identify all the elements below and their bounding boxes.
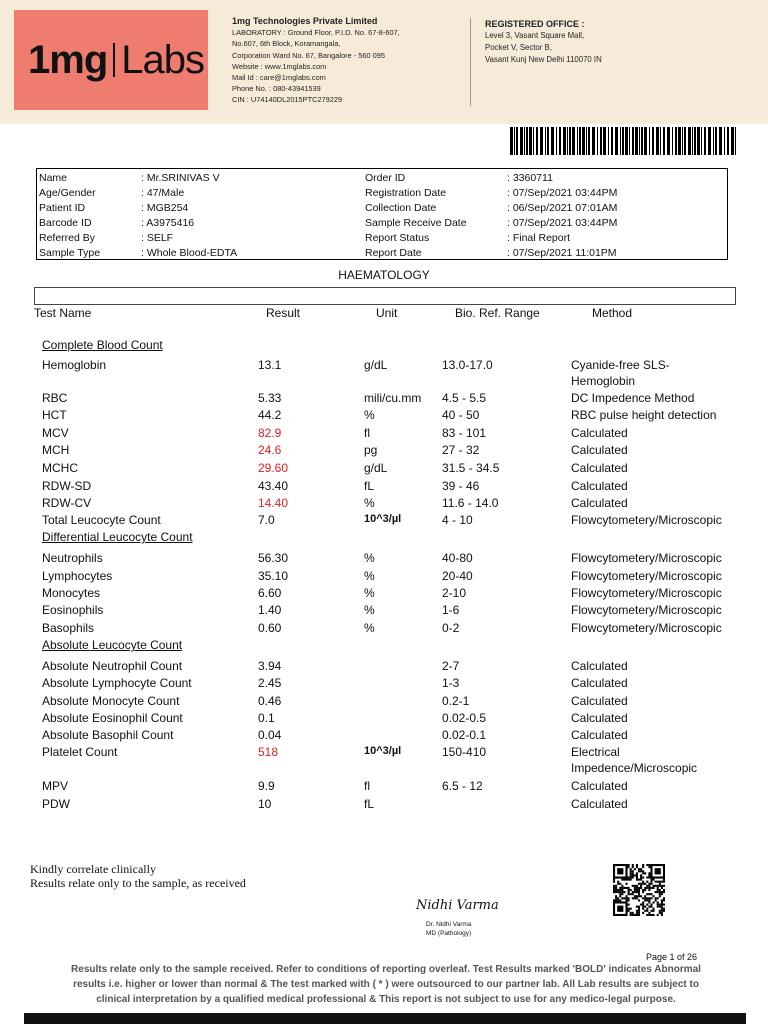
cell-unit: g/dL: [364, 461, 388, 475]
cell-unit: 10^3/µl: [364, 513, 402, 525]
right-label: Sample Receive Date: [365, 217, 467, 229]
left-value: : SELF: [141, 232, 174, 244]
cell-test: Lymphocytes: [42, 569, 113, 583]
cell-result: 1.40: [258, 603, 282, 617]
column-header-method: Method: [592, 306, 633, 320]
cell-test: Hemoglobin: [42, 358, 107, 372]
column-header-result: Result: [266, 306, 301, 320]
table-row: [0, 745, 768, 775]
left-label: Sample Type: [39, 247, 101, 259]
cell-method: Flowcytometery/Microscopic: [571, 621, 722, 635]
cell-result: 82.9: [258, 426, 282, 440]
mail-text: Mail Id : care@1mglabs.com: [232, 73, 326, 83]
cell-range: 6.5 - 12: [442, 779, 483, 793]
cell-test: Monocytes: [42, 586, 101, 600]
note-line: Results relate only to the sample, as received: [30, 876, 246, 890]
table-row: [0, 426, 768, 443]
cell-method: Flowcytometery/Microscopic: [571, 551, 722, 565]
right-label: Report Date: [365, 247, 422, 259]
cell-range: 0.2-1: [442, 694, 470, 708]
logo-suffix: Labs: [121, 38, 204, 82]
cell-result: 0.60: [258, 621, 282, 635]
left-label: Name: [39, 172, 68, 184]
cell-unit: fl: [364, 779, 370, 793]
clinical-notes: [30, 862, 246, 890]
cell-range: 2-7: [442, 659, 460, 673]
cell-unit: pg: [364, 443, 378, 457]
cell-method: Calculated: [571, 659, 628, 673]
company-name: 1mg Technologies Private Limited: [232, 16, 378, 26]
cell-result: 13.1: [258, 358, 282, 372]
table-row: [0, 479, 768, 496]
cell-result: 35.10: [258, 569, 289, 583]
left-value: : MGB254: [141, 202, 189, 214]
barcode-icon: [510, 127, 738, 155]
cell-method: Flowcytometery/Microscopic: [571, 569, 722, 583]
cell-range: 20-40: [442, 569, 473, 583]
table-row: [0, 586, 768, 603]
lab-line: No.607, 6th Block, Koramangala,: [232, 39, 341, 49]
cell-result: 29.60: [258, 461, 289, 475]
patient-labels-left: [39, 171, 100, 261]
section-box: [34, 287, 736, 305]
cell-test: Absolute Monocyte Count: [42, 694, 180, 708]
cell-test: MCV: [42, 426, 69, 440]
table-row: [0, 676, 768, 693]
cell-result: 6.60: [258, 586, 282, 600]
right-value: : 07/Sep/2021 03:44PM: [507, 217, 618, 229]
left-value: : A3975416: [141, 217, 195, 229]
cell-method: Calculated: [571, 496, 628, 510]
right-label: Order ID: [365, 172, 406, 184]
disclaimer-line: results i.e. higher or lower than normal & The test marked with ( * ) were outsourced to our partner lab. All Lab results are subject to: [73, 979, 699, 990]
group-title-alc: Absolute Leucocyte Count: [42, 638, 183, 652]
cell-test: Absolute Lymphocyte Count: [42, 676, 192, 690]
cell-test: RDW-SD: [42, 479, 92, 493]
cell-method-line2: Hemoglobin: [571, 374, 636, 388]
right-value: : 3360711: [507, 172, 553, 184]
patient-values-right: [507, 171, 617, 261]
cell-test: Basophils: [42, 621, 95, 635]
cell-range: 40 - 50: [442, 408, 480, 422]
cell-unit: fl: [364, 426, 370, 440]
table-row: [0, 797, 768, 814]
left-value: : Mr.SRINIVAS V: [141, 172, 220, 184]
table-row: [0, 603, 768, 620]
logo-text: 1mg: [28, 38, 108, 82]
cell-method: Calculated: [571, 728, 628, 742]
cell-result: 10: [258, 797, 272, 811]
right-value: : 07/Sep/2021 11:01PM: [507, 247, 617, 259]
column-header-test: Test Name: [34, 306, 92, 320]
cell-test: HCT: [42, 408, 67, 422]
right-label: Collection Date: [365, 202, 437, 214]
left-label: Barcode ID: [39, 217, 92, 229]
cell-range: 13.0-17.0: [442, 358, 493, 372]
cell-unit: fL: [364, 797, 375, 811]
table-row: [0, 551, 768, 568]
column-header-unit: Unit: [376, 306, 398, 320]
table-row: [0, 569, 768, 586]
cell-unit: %: [364, 569, 375, 583]
cell-test: Absolute Eosinophil Count: [42, 711, 183, 725]
cell-range: 0.02-0.5: [442, 711, 487, 725]
cell-range: 4 - 10: [442, 513, 473, 527]
group-title-dlc: Differential Leucocyte Count: [42, 530, 193, 544]
cell-test: Neutrophils: [42, 551, 103, 565]
reg-line: Vasant Kunj New Delhi 110070 IN: [485, 55, 602, 64]
cell-result: 0.04: [258, 728, 282, 742]
cell-unit: %: [364, 408, 375, 422]
cell-result: 43.40: [258, 479, 289, 493]
patient-values-left: [141, 171, 237, 261]
cell-range: 39 - 46: [442, 479, 480, 493]
right-label: Registration Date: [365, 187, 447, 199]
table-row: [0, 621, 768, 638]
cell-unit: %: [364, 551, 375, 565]
cell-method-line2: Impedence/Microscopic: [571, 761, 698, 775]
cell-unit: fL: [364, 479, 375, 493]
note-line: Kindly correlate clinically: [30, 862, 156, 876]
qr-code-icon: [612, 864, 666, 916]
section-title: HAEMATOLOGY: [338, 268, 430, 282]
table-row: [0, 408, 768, 425]
cell-range: 11.6 - 14.0: [442, 496, 499, 510]
cell-result: 0.1: [258, 711, 275, 725]
cell-range: 2-10: [442, 586, 467, 600]
cell-method: Calculated: [571, 694, 628, 708]
left-label: Patient ID: [39, 202, 86, 214]
cell-method: RBC pulse height detection: [571, 408, 717, 422]
disclaimer-line: Results relate only to the sample received. Refer to conditions of reporting overleaf. Test Results marked 'BOLD' indicates Abnormal: [71, 964, 701, 975]
cell-unit: %: [364, 621, 375, 635]
table-row: [0, 358, 768, 388]
cell-method: Cyanide-free SLS-: [571, 358, 670, 372]
left-label: Referred By: [39, 232, 96, 244]
cell-method: Calculated: [571, 676, 628, 690]
cell-result: 44.2: [258, 408, 282, 422]
website-text: Website : www.1mglabs.com: [232, 61, 327, 71]
table-row: [0, 443, 768, 460]
cell-method: Calculated: [571, 797, 628, 811]
cell-test: Platelet Count: [42, 745, 118, 759]
cell-unit: %: [364, 603, 375, 617]
cell-test: MCH: [42, 443, 70, 457]
cell-unit: g/dL: [364, 358, 388, 372]
cell-test: MPV: [42, 779, 69, 793]
cell-method: Calculated: [571, 779, 628, 793]
footer-bar: [24, 1013, 746, 1024]
right-value: : 07/Sep/2021 03:44PM: [507, 187, 618, 199]
table-row: [0, 728, 768, 745]
cell-method: Calculated: [571, 443, 628, 457]
registered-office: [470, 18, 755, 106]
cell-test: Absolute Neutrophil Count: [42, 659, 183, 673]
logo-divider: [113, 43, 115, 77]
table-row: [0, 391, 768, 408]
cell-range: 83 - 101: [442, 426, 487, 440]
cell-method: Electrical: [571, 745, 620, 759]
left-value: : Whole Blood-EDTA: [141, 247, 238, 259]
cell-test: RBC: [42, 391, 68, 405]
cell-range: 27 - 32: [442, 443, 480, 457]
cell-range: 0-2: [442, 621, 460, 635]
table-row: [0, 711, 768, 728]
lab-address: [232, 16, 400, 106]
cell-result: 24.6: [258, 443, 282, 457]
table-row: [0, 779, 768, 796]
cell-range: 150-410: [442, 745, 487, 759]
cell-range: 40-80: [442, 551, 473, 565]
cell-unit: %: [364, 496, 375, 510]
registered-office-title: REGISTERED OFFICE :: [485, 19, 585, 29]
cell-result: 7.0: [258, 513, 275, 527]
cin-text: CIN : U74140DL2015PTC279229: [232, 95, 343, 105]
cell-range: 1-3: [442, 676, 460, 690]
cell-method: Flowcytometery/Microscopic: [571, 513, 722, 527]
letterhead: [0, 0, 768, 124]
cell-test: Total Leucocyte Count: [42, 513, 161, 527]
disclaimer-line: clinical interpretation by a qualified medical professional & This report is not subject to use for any medico-legal purpose.: [96, 994, 676, 1005]
table-row: [0, 461, 768, 478]
cell-result: 2.45: [258, 676, 282, 690]
group-title-cbc: Complete Blood Count: [42, 338, 163, 352]
left-value: : 47/Male: [141, 187, 185, 199]
cell-method: Calculated: [571, 461, 628, 475]
doctor-name: Dr. Nidhi Varma: [426, 921, 472, 928]
right-value: : Final Report: [507, 232, 571, 244]
table-row: [0, 659, 768, 676]
cell-test: Absolute Basophil Count: [42, 728, 174, 742]
cell-result: 5.33: [258, 391, 282, 405]
lab-line: LABORATORY : Ground Floor, P.I.D. No. 67-8-607,: [232, 28, 400, 38]
patient-labels-right: [365, 171, 467, 261]
cell-test: PDW: [42, 797, 70, 811]
column-header-range: Bio. Ref. Range: [455, 306, 540, 320]
cell-unit: 10^3/µl: [364, 745, 402, 757]
page-number: Page 1 of 26: [646, 952, 698, 962]
cell-method: Calculated: [571, 479, 628, 493]
signature: Nidhi Varma: [416, 898, 499, 913]
lab-line: Corporation Ward No. 67, Bangalore - 560 095: [232, 50, 385, 60]
cell-result: 14.40: [258, 496, 289, 510]
cell-method: Flowcytometery/Microscopic: [571, 586, 722, 600]
reg-line: Level 3, Vasant Square Mall,: [485, 31, 585, 40]
cell-range: 1-6: [442, 603, 460, 617]
cell-method: Calculated: [571, 711, 628, 725]
cell-test: RDW-CV: [42, 496, 92, 510]
cell-method: Calculated: [571, 426, 628, 440]
cell-range: 31.5 - 34.5: [442, 461, 500, 475]
right-value: : 06/Sep/2021 07:01AM: [507, 202, 618, 214]
cell-test: MCHC: [42, 461, 78, 475]
right-label: Report Status: [365, 232, 430, 244]
cell-range: 0.02-0.1: [442, 728, 487, 742]
cell-method: Flowcytometery/Microscopic: [571, 603, 722, 617]
cell-result: 9.9: [258, 779, 275, 793]
cell-range: 4.5 - 5.5: [442, 391, 487, 405]
cell-result: 0.46: [258, 694, 282, 708]
cell-result: 3.94: [258, 659, 282, 673]
table-row: [0, 513, 768, 530]
cell-unit: mili/cu.mm: [364, 391, 422, 405]
patient-info-box: [36, 168, 728, 260]
phone-text: Phone No. : 080-43941539: [232, 84, 321, 94]
cell-test: Eosinophils: [42, 603, 104, 617]
table-row: [0, 694, 768, 711]
logo: [28, 38, 204, 83]
cell-unit: %: [364, 586, 375, 600]
table-row: [0, 496, 768, 513]
reg-line: Pocket V, Sector B,: [485, 43, 552, 52]
cell-method: DC Impedence Method: [571, 391, 695, 405]
doctor-degree: MD (Pathology): [426, 930, 472, 937]
left-label: Age/Gender: [39, 187, 96, 199]
disclaimer: [36, 962, 736, 1007]
cell-result: 56.30: [258, 551, 289, 565]
doctor-info: [426, 920, 471, 938]
cell-result: 518: [258, 745, 279, 759]
